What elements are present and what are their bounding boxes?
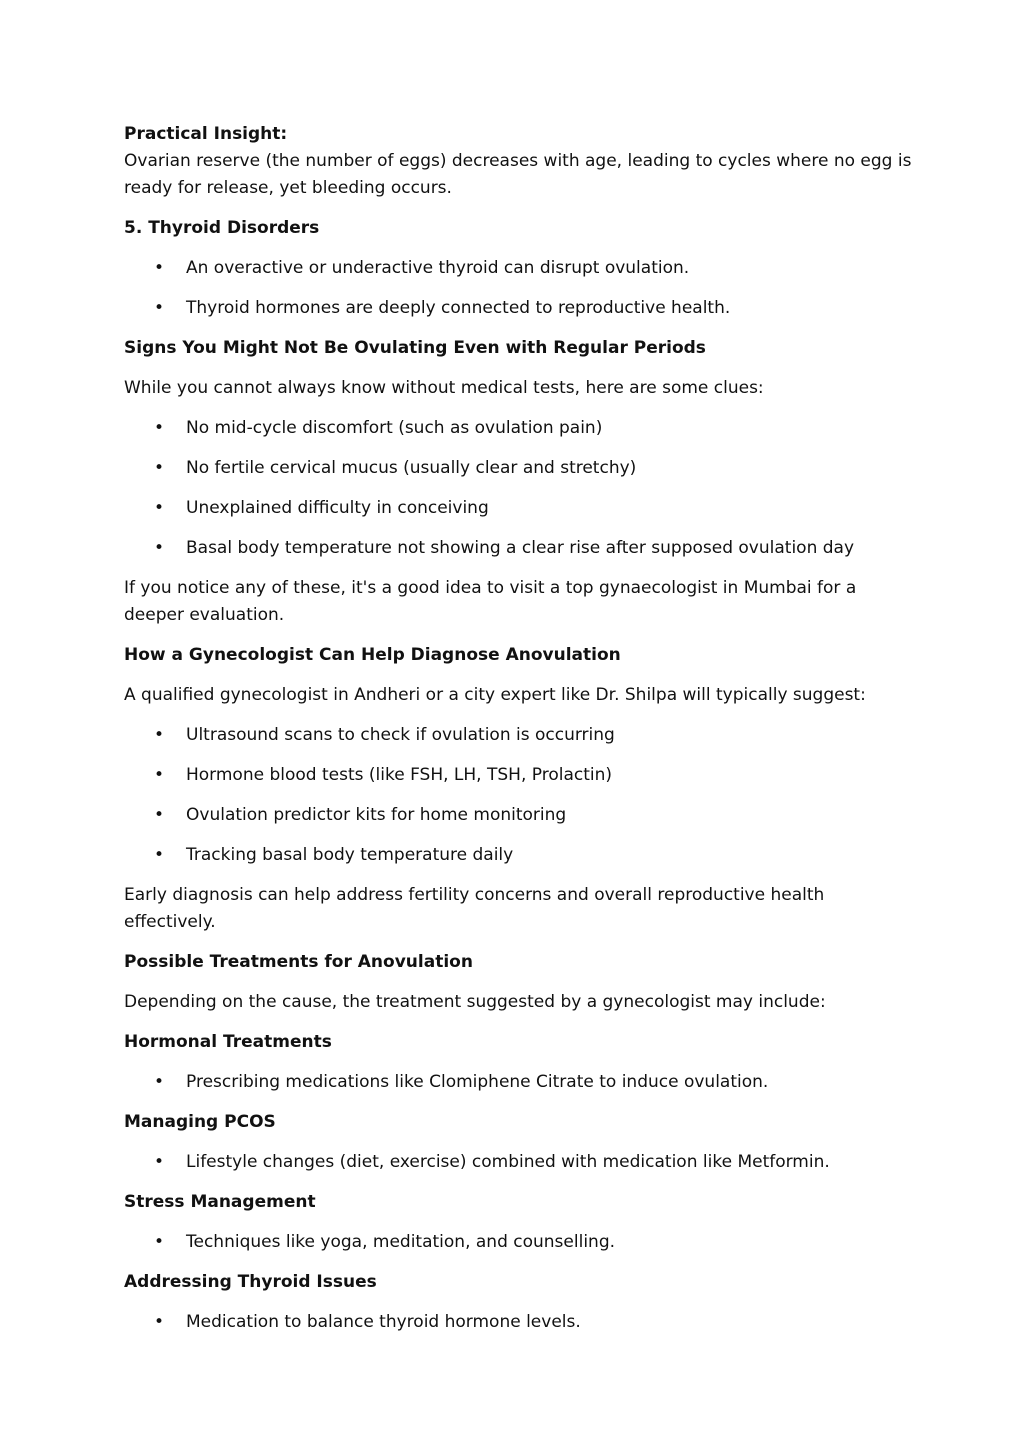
thyroid-issues-heading: Addressing Thyroid Issues (124, 1272, 377, 1292)
list-item (124, 1229, 914, 1256)
list-item (124, 295, 914, 322)
list-item-text: No fertile cervical mucus (usually clear and stretchy) (186, 458, 637, 478)
bullet: • (154, 538, 165, 558)
hormonal-treatments-heading: Hormonal Treatments (124, 1032, 332, 1052)
thyroid-disorders-list (124, 255, 914, 322)
bullet: • (154, 418, 165, 438)
diagnose-intro: A qualified gynecologist in Andheri or a city expert like Dr. Shilpa will typically suggest: (124, 685, 866, 705)
list-item (124, 1149, 914, 1176)
list-item-text: Basal body temperature not showing a clear rise after supposed ovulation day (186, 538, 855, 558)
list-item-text: Thyroid hormones are deeply connected to reproductive health. (186, 298, 731, 318)
bullet: • (154, 845, 165, 865)
bullet: • (154, 258, 165, 278)
managing-pcos-list (124, 1149, 914, 1176)
hormonal-treatments-list (124, 1069, 914, 1096)
list-item-text: Unexplained difficulty in conceiving (186, 498, 489, 518)
thyroid-issues-list (124, 1309, 914, 1336)
list-item (124, 455, 914, 482)
bullet: • (154, 805, 165, 825)
diagnose-heading: How a Gynecologist Can Help Diagnose Anovulation (124, 645, 621, 665)
list-item-text: Ultrasound scans to check if ovulation is occurring (186, 725, 615, 745)
list-item (124, 842, 914, 869)
list-item (124, 535, 914, 562)
list-item-text: Lifestyle changes (diet, exercise) combined with medication like Metformin. (186, 1152, 830, 1172)
stress-management-heading: Stress Management (124, 1192, 316, 1212)
signs-list (124, 415, 914, 562)
bullet: • (154, 1232, 165, 1252)
practical-insight-label: Practical Insight: (124, 124, 288, 144)
list-item-text: Prescribing medications like Clomiphene Citrate to induce ovulation. (186, 1072, 769, 1092)
practical-insight-text: Ovarian reserve (the number of eggs) decreases with age, leading to cycles where no egg is ready for release, yet bleeding occurs. (124, 151, 912, 198)
bullet: • (154, 298, 165, 318)
list-item (124, 802, 914, 829)
bullet: • (154, 458, 165, 478)
treatments-heading: Possible Treatments for Anovulation (124, 952, 473, 972)
list-item-text: Hormone blood tests (like FSH, LH, TSH, Prolactin) (186, 765, 613, 785)
list-item (124, 1309, 914, 1336)
signs-outro: If you notice any of these, it's a good idea to visit a top gynaecologist in Mumbai for a deeper evaluation. (124, 578, 857, 625)
list-item-text: Techniques like yoga, meditation, and counselling. (186, 1232, 616, 1252)
bullet: • (154, 1312, 165, 1332)
list-item-text: Ovulation predictor kits for home monitoring (186, 805, 567, 825)
bullet: • (154, 1152, 165, 1172)
bullet: • (154, 498, 165, 518)
list-item-text: No mid-cycle discomfort (such as ovulation pain) (186, 418, 603, 438)
list-item (124, 255, 914, 282)
list-item-text: Medication to balance thyroid hormone levels. (186, 1312, 581, 1332)
stress-management-list (124, 1229, 914, 1256)
list-item (124, 722, 914, 749)
diagnose-list (124, 722, 914, 869)
bullet: • (154, 725, 165, 745)
treatments-intro: Depending on the cause, the treatment suggested by a gynecologist may include: (124, 992, 826, 1012)
bullet: • (154, 765, 165, 785)
list-item (124, 415, 914, 442)
bullet: • (154, 1072, 165, 1092)
list-item-text: Tracking basal body temperature daily (186, 845, 514, 865)
list-item (124, 762, 914, 789)
document-page (124, 121, 914, 1349)
signs-heading: Signs You Might Not Be Ovulating Even with Regular Periods (124, 338, 706, 358)
list-item-text: An overactive or underactive thyroid can disrupt ovulation. (186, 258, 690, 278)
list-item (124, 1069, 914, 1096)
thyroid-disorders-heading: 5. Thyroid Disorders (124, 218, 320, 238)
signs-intro: While you cannot always know without medical tests, here are some clues: (124, 378, 764, 398)
list-item (124, 495, 914, 522)
diagnose-outro: Early diagnosis can help address fertility concerns and overall reproductive health effectively. (124, 885, 825, 932)
managing-pcos-heading: Managing PCOS (124, 1112, 276, 1132)
